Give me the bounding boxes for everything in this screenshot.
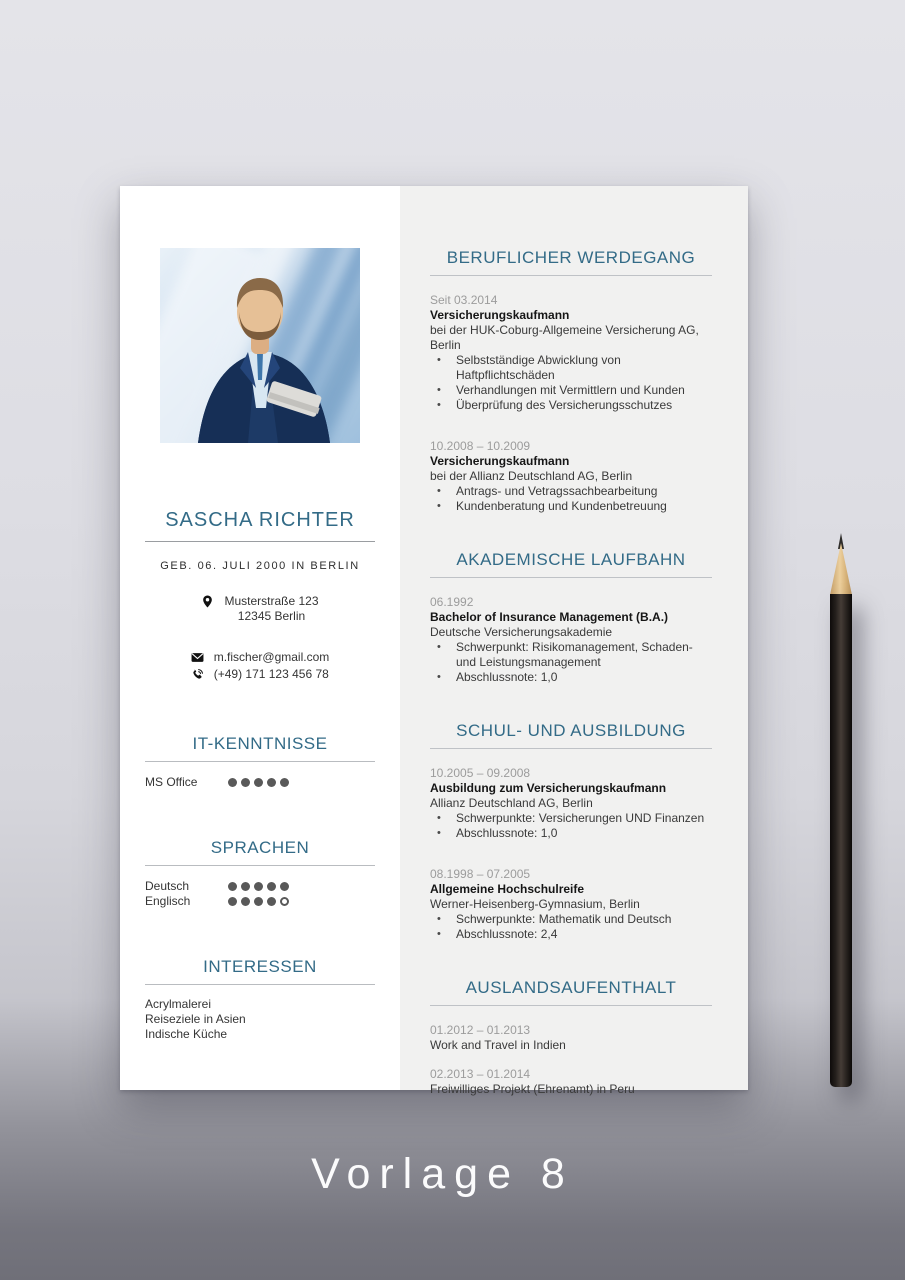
section-beruflicher-werdegang xyxy=(430,248,712,514)
cv-entry xyxy=(430,595,712,685)
entry-date: 08.1998 – 07.2005 xyxy=(430,867,531,881)
section-title: IT-KENNTNISSE xyxy=(145,734,375,762)
section-akademische-laufbahn xyxy=(430,550,712,685)
entry-date: 01.2012 – 01.2013 xyxy=(430,1023,531,1037)
pencil xyxy=(830,533,852,1087)
cv-entry xyxy=(430,1023,712,1053)
entry-title: Bachelor of Insurance Management (B.A.) xyxy=(430,610,669,624)
section-title: AUSLANDSAUFENTHALT xyxy=(430,978,712,1006)
section-title: SCHUL- UND AUSBILDUNG xyxy=(430,721,712,749)
entry-bullet: • Schwerpunkte: Versicherungen UND Finanzen xyxy=(430,811,712,826)
entry-text: Freiwilliges Projekt (Ehrenamt) in Peru xyxy=(430,1082,635,1096)
section-title: SPRACHEN xyxy=(145,838,375,866)
section-title: BERUFLICHER WERDEGANG xyxy=(430,248,712,276)
dot-filled xyxy=(267,897,276,906)
skill-level-dots xyxy=(228,882,289,891)
dot-filled xyxy=(254,778,263,787)
entry-date: Seit 03.2014 xyxy=(430,293,498,307)
location-pin-icon xyxy=(201,595,214,608)
entry-bullet: • Selbstständige Abwicklung von Haftpflichtschäden xyxy=(430,353,712,383)
entry-title: Versicherungskaufmann xyxy=(430,454,570,468)
section-auslandsaufenthalt xyxy=(430,978,712,1097)
entry-bullet: • Schwerpunkt: Risikomanagement, Schaden- und Leistungsmanagement xyxy=(430,640,712,670)
dot-filled xyxy=(267,882,276,891)
entry-text: Work and Travel in Indien xyxy=(430,1038,566,1052)
dot-filled xyxy=(267,778,276,787)
dot-empty xyxy=(280,897,289,906)
dot-filled xyxy=(241,778,250,787)
entry-bullet: • Überprüfung des Versicherungsschutzes xyxy=(430,398,712,413)
phone-text: (+49) 171 123 456 78 xyxy=(213,667,329,681)
phone-icon xyxy=(191,668,204,681)
skill-row xyxy=(145,775,375,790)
dot-filled xyxy=(228,897,237,906)
entry-date: 10.2005 – 09.2008 xyxy=(430,766,531,780)
entry-subtitle: Allianz Deutschland AG, Berlin xyxy=(430,796,593,810)
skill-level-dots xyxy=(228,778,289,787)
email-text: m.fischer@gmail.com xyxy=(213,650,330,664)
entry-bullet: • Abschlussnote: 1,0 xyxy=(430,670,712,685)
skill-row xyxy=(145,894,375,909)
address-block xyxy=(145,594,375,624)
section-title: AKADEMISCHE LAUFBAHN xyxy=(430,550,712,578)
dot-filled xyxy=(241,897,250,906)
skill-label: MS Office xyxy=(145,775,198,789)
address-line1: Musterstraße 123 xyxy=(224,594,319,608)
section-sprachen xyxy=(145,838,375,909)
entry-bullet: • Kundenberatung und Kundenbetreuung xyxy=(430,499,712,514)
entry-title: Versicherungskaufmann xyxy=(430,308,570,322)
cv-entry xyxy=(430,766,712,841)
entry-date: 02.2013 – 01.2014 xyxy=(430,1067,531,1081)
pencil-body xyxy=(830,594,852,1087)
skill-label: Deutsch xyxy=(145,879,190,893)
cv-document xyxy=(120,186,748,1096)
pencil-wood-tip xyxy=(830,543,852,595)
person-name: SASCHA RICHTER xyxy=(145,509,375,542)
envelope-icon xyxy=(191,651,204,664)
contact-block xyxy=(191,648,330,682)
interest-item: Acrylmalerei xyxy=(145,997,212,1011)
birth-line: GEB. 06. JULI 2000 IN BERLIN xyxy=(160,560,360,572)
dot-filled xyxy=(228,882,237,891)
entry-bullet: • Schwerpunkte: Mathematik und Deutsch xyxy=(430,912,712,927)
skill-row xyxy=(145,879,375,894)
template-watermark: Vorlage 8 xyxy=(311,1150,574,1198)
entry-bullet: • Abschlussnote: 2,4 xyxy=(430,927,712,942)
entry-date: 06.1992 xyxy=(430,595,474,609)
cv-main xyxy=(400,186,748,1096)
profile-photo xyxy=(160,248,360,443)
section-it-kenntnisse xyxy=(145,734,375,790)
entry-subtitle: bei der HUK-Coburg-Allgemeine Versicherung AG, Berlin xyxy=(430,323,699,352)
entry-title: Allgemeine Hochschulreife xyxy=(430,882,585,896)
skill-level-dots xyxy=(228,897,289,906)
entry-subtitle: bei der Allianz Deutschland AG, Berlin xyxy=(430,469,633,483)
section-title: INTERESSEN xyxy=(145,957,375,985)
entry-bullet: • Antrags- und Vetragssachbearbeitung xyxy=(430,484,712,499)
section-interessen xyxy=(145,957,375,1042)
cv-sidebar xyxy=(120,186,400,1090)
address-line2: 12345 Berlin xyxy=(237,609,306,623)
entry-date: 10.2008 – 10.2009 xyxy=(430,439,531,453)
dot-filled xyxy=(254,882,263,891)
cv-entry xyxy=(430,439,712,514)
entry-bullet: • Abschlussnote: 1,0 xyxy=(430,826,712,841)
section-schul-und-ausbildung xyxy=(430,721,712,942)
entry-title: Ausbildung zum Versicherungskaufmann xyxy=(430,781,667,795)
cv-entry xyxy=(430,867,712,942)
cv-entry xyxy=(430,1067,712,1097)
dot-filled xyxy=(228,778,237,787)
dot-filled xyxy=(254,897,263,906)
cv-entry xyxy=(430,293,712,413)
dot-filled xyxy=(241,882,250,891)
entry-subtitle: Werner-Heisenberg-Gymnasium, Berlin xyxy=(430,897,640,911)
dot-filled xyxy=(280,778,289,787)
interest-item: Indische Küche xyxy=(145,1027,228,1041)
entry-bullet: • Verhandlungen mit Vermittlern und Kunden xyxy=(430,383,712,398)
skill-label: Englisch xyxy=(145,894,191,908)
dot-filled xyxy=(280,882,289,891)
entry-subtitle: Deutsche Versicherungsakademie xyxy=(430,625,613,639)
interest-item: Reiseziele in Asien xyxy=(145,1012,246,1026)
